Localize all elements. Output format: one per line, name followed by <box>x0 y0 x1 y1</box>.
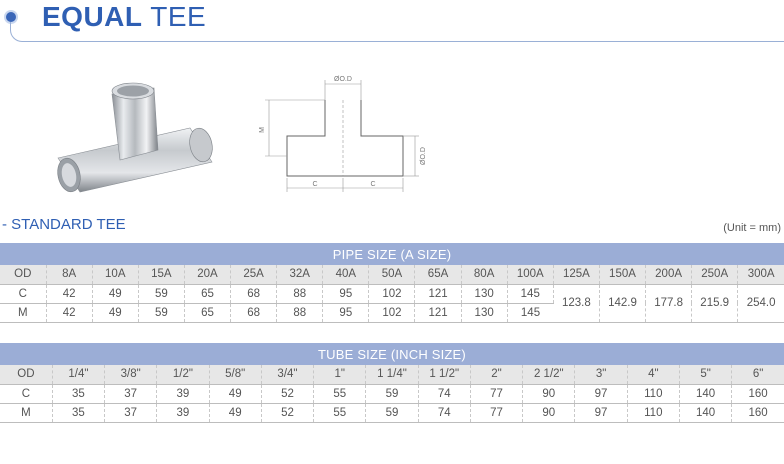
pipe-m-cell: 49 <box>92 303 138 322</box>
pipe-size-cell: 20A <box>184 265 230 284</box>
pipe-merged-cell: 215.9 <box>692 284 738 322</box>
tube-size-cell: 5/8" <box>209 365 261 384</box>
tube-size-cell: 2 1/2" <box>523 365 575 384</box>
tube-c-cell: 140 <box>679 384 731 403</box>
pipe-m-cell: 68 <box>231 303 277 322</box>
pipe-size-cell: 80A <box>461 265 507 284</box>
pipe-size-cell: 150A <box>599 265 645 284</box>
tube-c-cell: 59 <box>366 384 418 403</box>
tube-m-cell: 49 <box>209 403 261 422</box>
pipe-c-cell: 68 <box>231 284 277 303</box>
pipe-size-cell: 65A <box>415 265 461 284</box>
tube-size-cell: 3/4" <box>261 365 313 384</box>
pipe-size-cell: 10A <box>92 265 138 284</box>
tube-m-cell: 97 <box>575 403 627 422</box>
tube-m-cell: 59 <box>366 403 418 422</box>
pipe-c-cell: 130 <box>461 284 507 303</box>
tube-m-cell: 35 <box>52 403 104 422</box>
pipe-size-cell: 32A <box>277 265 323 284</box>
tube-c-cell: 39 <box>157 384 209 403</box>
tube-od-row <box>0 365 784 384</box>
m-label: M <box>259 127 266 133</box>
c-label: C <box>0 284 46 303</box>
section-title: - STANDARD TEE <box>2 216 126 233</box>
page-header <box>0 0 784 44</box>
tube-size-cell: 2" <box>470 365 522 384</box>
pipe-size-band: PIPE SIZE (A SIZE) <box>0 243 784 265</box>
equal-tee-photo <box>40 70 230 200</box>
tube-m-cell: 90 <box>523 403 575 422</box>
pipe-size-cell: 200A <box>646 265 692 284</box>
pipe-size-cell: 50A <box>369 265 415 284</box>
tube-c-cell: 110 <box>627 384 679 403</box>
tube-m-cell: 140 <box>679 403 731 422</box>
pipe-c-cell: 65 <box>184 284 230 303</box>
m-label: M <box>0 403 52 422</box>
pipe-c-cell: 121 <box>415 284 461 303</box>
pipe-size-cell: 40A <box>323 265 369 284</box>
tube-c-cell: 74 <box>418 384 470 403</box>
od-side-label: ØO.D <box>420 147 427 165</box>
tube-size-cell: 1 1/2" <box>418 365 470 384</box>
pipe-size-cell: 8A <box>46 265 92 284</box>
tube-size-cell: 1/2" <box>157 365 209 384</box>
header-curve <box>10 22 24 42</box>
tube-m-row <box>0 403 784 422</box>
tube-size-cell: 4" <box>627 365 679 384</box>
pipe-m-cell: 121 <box>415 303 461 322</box>
pipe-size-cell: 25A <box>231 265 277 284</box>
dimension-drawing <box>255 72 435 197</box>
tube-m-cell: 77 <box>470 403 522 422</box>
tube-m-cell: 39 <box>157 403 209 422</box>
pipe-m-cell: 145 <box>507 303 553 322</box>
pipe-od-row <box>0 265 784 284</box>
tube-c-cell: 160 <box>732 384 784 403</box>
c-label: C <box>0 384 52 403</box>
tube-c-cell: 52 <box>261 384 313 403</box>
tube-c-row <box>0 384 784 403</box>
pipe-m-cell: 59 <box>138 303 184 322</box>
m-label: M <box>0 303 46 322</box>
od-top-label: ØO.D <box>334 76 352 83</box>
pipe-size-table <box>0 243 784 323</box>
pipe-size-cell: 125A <box>553 265 599 284</box>
tube-size-band: TUBE SIZE (INCH SIZE) <box>0 343 784 365</box>
tube-c-cell: 77 <box>470 384 522 403</box>
tube-size-cell: 1 1/4" <box>366 365 418 384</box>
tube-m-cell: 110 <box>627 403 679 422</box>
pipe-size-cell: 15A <box>138 265 184 284</box>
pipe-size-cell: 100A <box>507 265 553 284</box>
tube-c-cell: 55 <box>314 384 366 403</box>
tube-m-cell: 74 <box>418 403 470 422</box>
pipe-m-cell: 130 <box>461 303 507 322</box>
tube-size-cell: 3" <box>575 365 627 384</box>
pipe-c-cell: 88 <box>277 284 323 303</box>
tube-size-cell: 3/8" <box>105 365 157 384</box>
pipe-m-cell: 95 <box>323 303 369 322</box>
tube-size-cell: 5" <box>679 365 731 384</box>
pipe-merged-cell: 254.0 <box>738 284 784 322</box>
pipe-m-cell: 102 <box>369 303 415 322</box>
pipe-merged-cell: 123.8 <box>553 284 599 322</box>
pipe-c-cell: 49 <box>92 284 138 303</box>
tube-m-cell: 52 <box>261 403 313 422</box>
pipe-m-cell: 65 <box>184 303 230 322</box>
page-title <box>42 1 206 33</box>
pipe-c-row <box>0 284 784 303</box>
tube-size-cell: 6" <box>732 365 784 384</box>
tube-size-cell: 1/4" <box>52 365 104 384</box>
tube-size-cell: 1" <box>314 365 366 384</box>
tube-c-cell: 90 <box>523 384 575 403</box>
tube-m-cell: 37 <box>105 403 157 422</box>
tube-m-cell: 55 <box>314 403 366 422</box>
pipe-size-cell: 300A <box>738 265 784 284</box>
unit-note: (Unit = mm) <box>723 222 781 234</box>
od-label: OD <box>0 365 52 384</box>
tube-m-cell: 160 <box>732 403 784 422</box>
tube-c-cell: 37 <box>105 384 157 403</box>
pipe-c-cell: 95 <box>323 284 369 303</box>
tube-c-cell: 97 <box>575 384 627 403</box>
pipe-m-cell: 42 <box>46 303 92 322</box>
pipe-c-cell: 102 <box>369 284 415 303</box>
pipe-size-cell: 250A <box>692 265 738 284</box>
page-title-bold: EQUAL <box>42 1 143 32</box>
tube-c-cell: 35 <box>52 384 104 403</box>
pipe-c-cell: 145 <box>507 284 553 303</box>
pipe-merged-cell: 142.9 <box>599 284 645 322</box>
header-rule <box>22 41 784 42</box>
od-label: OD <box>0 265 46 284</box>
pipe-c-cell: 42 <box>46 284 92 303</box>
pipe-m-cell: 88 <box>277 303 323 322</box>
tube-size-table <box>0 343 784 423</box>
c-right-label: C <box>370 181 376 188</box>
pipe-merged-cell: 177.8 <box>646 284 692 322</box>
page-title-regular: TEE <box>150 1 207 32</box>
c-left-label: C <box>312 181 318 188</box>
tube-c-cell: 49 <box>209 384 261 403</box>
pipe-c-cell: 59 <box>138 284 184 303</box>
